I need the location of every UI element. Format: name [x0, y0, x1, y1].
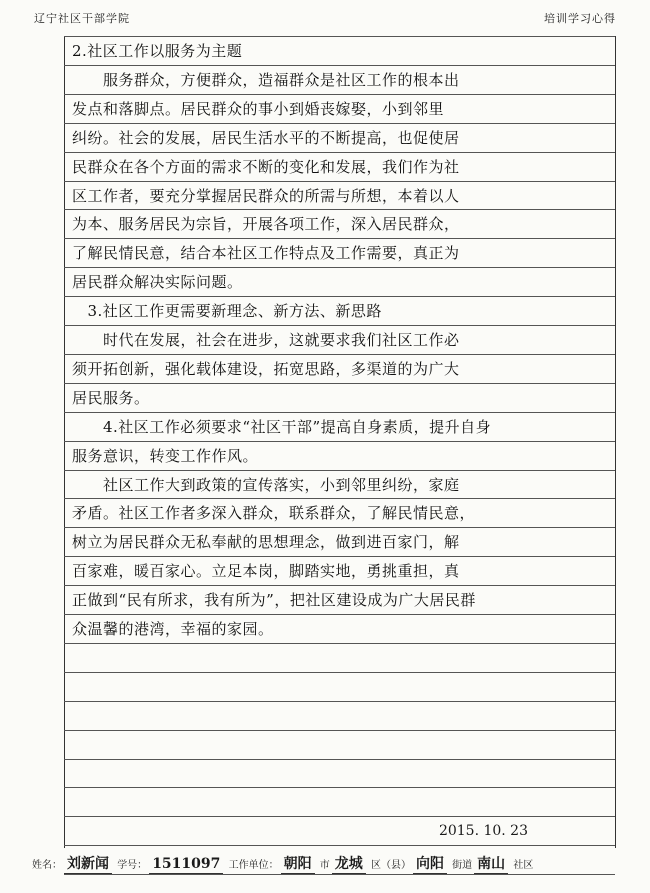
text-line: 3.社区工作更需要新理念、新方法、新思路	[72, 302, 382, 321]
text-line: 4.社区工作必须要求“社区干部”提高自身素质，提升自身	[72, 417, 492, 436]
text-line: 区工作者，要充分掌握居民群众的所需与所想，本着以人	[72, 186, 460, 205]
district-value: 龙城	[332, 855, 366, 874]
text-line: 为本、服务居民为宗旨，开展各项工作，深入居民群众，	[72, 215, 460, 234]
text-line: 百家难，暖百家心。立足本岗，脚踏实地，勇挑重担，真	[72, 562, 460, 581]
text-line: 2.社区工作以服务为主题	[72, 42, 243, 60]
text-line	[72, 644, 608, 672]
text-line: 居民群众解决实际问题。	[72, 273, 243, 292]
student-no-label: 学号：	[117, 860, 148, 871]
text-line: 树立为居民群众无私奉献的思想理念，做到进百家门，解	[72, 533, 460, 552]
document-type: 培训学习心得	[544, 12, 616, 25]
district-suffix: 区（县）	[370, 860, 411, 871]
text-line: 发点和落脚点。居民群众的事小到婚丧嫁娶，小到邻里	[72, 99, 445, 118]
text-line	[72, 673, 608, 701]
street-suffix: 街道	[452, 860, 473, 871]
text-line: 居民服务。	[72, 388, 150, 407]
text-line	[72, 731, 608, 759]
text-line: 社区工作大到政策的宣传落实，小到邻里纠纷，家庭	[72, 475, 460, 494]
footer-info	[30, 852, 630, 880]
page-header	[0, 0, 650, 36]
text-line: 众温馨的港湾，幸福的家园。	[72, 620, 274, 638]
text-line: 须开拓创新，强化载体建设，拓宽思路，多渠道的为广大	[72, 359, 460, 378]
text-line	[72, 760, 608, 788]
student-no-value: 1511097	[149, 855, 223, 874]
text-line	[72, 788, 608, 816]
text-line: 民群众在各个方面的需求不断的变化和发展，我们作为社	[72, 157, 460, 176]
text-line: 正做到“民有所求，我有所为”，把社区建设成为广大居民群	[72, 591, 476, 610]
unit-label: 工作单位：	[228, 860, 279, 871]
community-suffix: 社区	[513, 860, 534, 871]
text-line: 纠纷。社会的发展，居民生活水平的不断提高，也促使居	[72, 128, 460, 147]
institution-name: 辽宁社区干部学院	[34, 12, 130, 25]
community-value: 南山	[474, 855, 508, 874]
text-line: 时代在发展，社会在进步，这就要求我们社区工作必	[72, 331, 460, 349]
text-line: 了解民情民意，结合本社区工作特点及工作需要，真正为	[72, 244, 460, 263]
text-line	[72, 702, 608, 730]
name-value: 刘新闻	[64, 855, 112, 874]
text-line: 矛盾。社区工作者多深入群众，联系群众，了解民情民意，	[72, 504, 476, 523]
name-label: 姓名：	[32, 860, 62, 871]
date-signature: 2015. 10. 23	[438, 823, 528, 840]
text-line: 服务群众，方便群众，造福群众是社区工作的根本出	[72, 70, 460, 89]
city-value: 朝阳	[281, 855, 315, 874]
street-value: 向阳	[413, 855, 447, 874]
city-suffix: 市	[319, 860, 330, 871]
text-line: 服务意识，转变工作作风。	[72, 446, 259, 465]
ruled-line	[64, 845, 615, 846]
